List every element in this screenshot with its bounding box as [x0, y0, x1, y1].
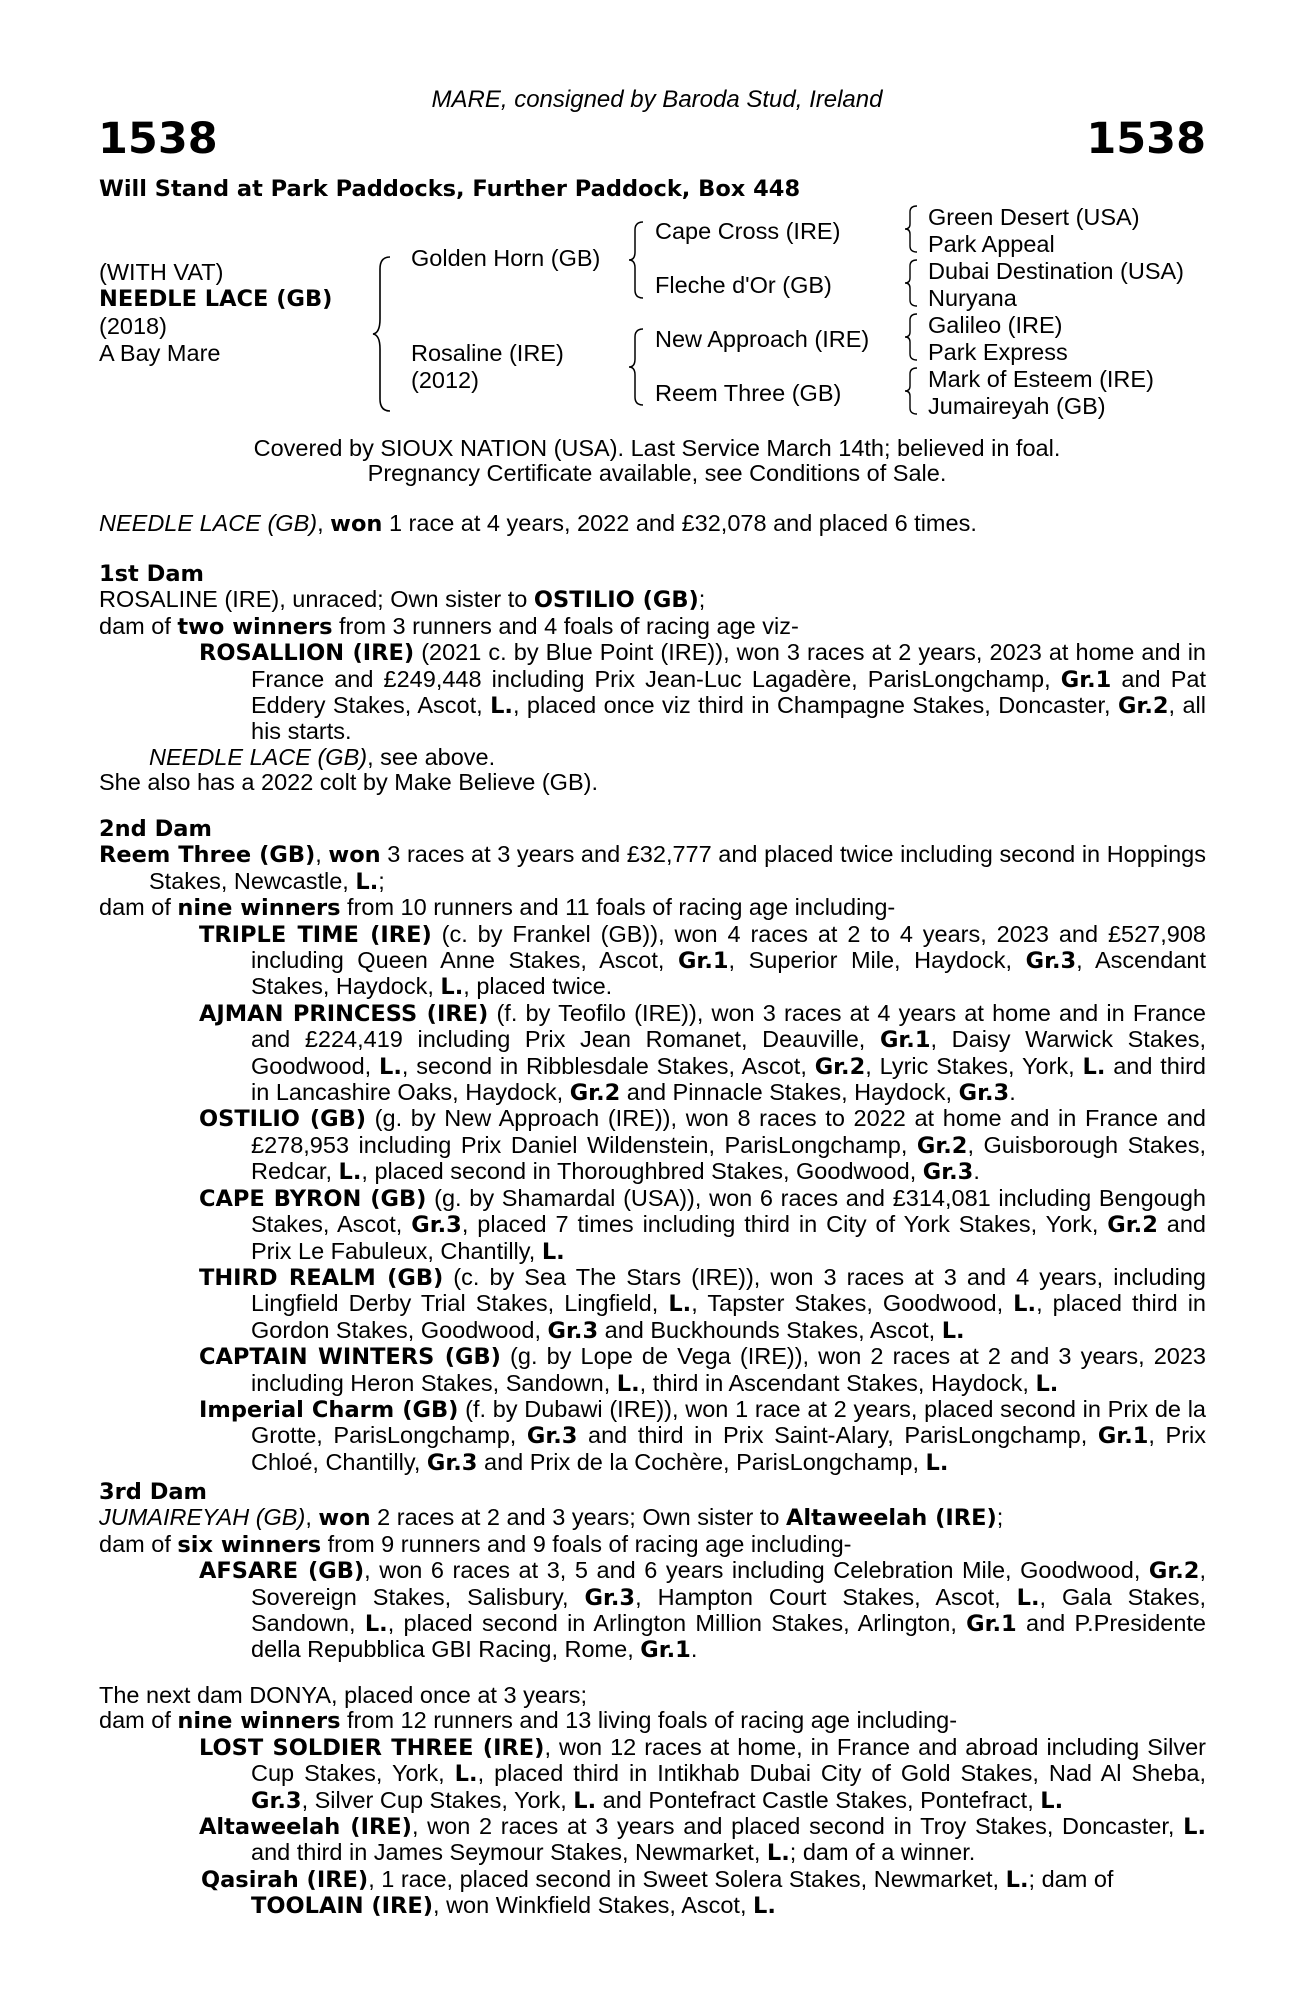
- race-summary: [99, 511, 1206, 537]
- next-dam-line-2: dam of nine winners from 12 runners and 13 living foals of racing age including-: [99, 1707, 958, 1735]
- brace-gg1: [904, 204, 920, 254]
- next-dam-produce-1: LOST SOLDIER THREE (IRE), won 12 races at home, in France and abroad including Silver Cup Stakes, York, L., placed third in Intikhab Dubai City of Gold Stakes, Nad Al Sheba, Gr.3, Silver Cup Stakes, York, L. and Pontefract Castle Stakes, Pontefract, L.: [199, 1733, 1206, 1814]
- second-dam-section: [99, 817, 1206, 1476]
- covering-note: [0, 436, 1314, 487]
- first-dam-produce-2: NEEDLE LACE (GB), see above.: [149, 743, 496, 770]
- great-grandparent-3: Dubai Destination (USA): [928, 258, 1184, 284]
- next-dam-produce-3: Qasirah (IRE), 1 race, placed second in Sweet Solera Stakes, Newmarket, L.; dam of: [201, 1865, 1114, 1893]
- granddam-1: Fleche d'Or (GB): [655, 272, 832, 298]
- grandsire-2: New Approach (IRE): [655, 326, 870, 352]
- dam-year: (2012): [411, 367, 479, 393]
- lot-number-left: 1538: [98, 114, 218, 164]
- first-dam-line-3: She also has a 2022 colt by Make Believe (GB).: [99, 769, 598, 796]
- consignor-line: MARE, consigned by Baroda Stud, Ireland: [431, 86, 883, 113]
- great-grandparent-7: Mark of Esteem (IRE): [928, 366, 1154, 392]
- first-dam-heading: 1st Dam: [99, 561, 204, 587]
- great-grandparent-1: Green Desert (USA): [928, 204, 1140, 230]
- second-dam-produce-3: OSTILIO (GB) (g. by New Approach (IRE)), won 8 races to 2022 at home and in France and £278,953 including Prix Daniel Wildenstein, ParisLongchamp, Gr.2, Guisborough Stakes, Redcar, L., placed second in Thoroughbred Stakes, Goodwood, Gr.3.: [199, 1105, 1206, 1186]
- next-dam-produce-2: Altaweelah (IRE), won 2 races at 3 years and placed second in Troy Stakes, Doncaster, L. and third in James Seymour Stakes, Newmarket, L.; dam of a winner.: [199, 1813, 1206, 1867]
- location-line: Will Stand at Park Paddocks, Further Paddock, Box 448: [99, 176, 801, 202]
- first-dam-line-2: dam of two winners from 3 runners and 4 foals of racing age viz-: [99, 612, 799, 640]
- third-dam-produce-1: AFSARE (GB), won 6 races at 3, 5 and 6 years including Celebration Mile, Goodwood, Gr.2, Sovereign Stakes, Salisbury, Gr.3, Hampton Court Stakes, Ascot, L., Gala Stakes, Sandown, L., placed second in Arlington Million Stakes, Arlington, Gr.1 and P.Presidente della Repubblica GBI Racing, Rome, Gr.1.: [199, 1557, 1206, 1664]
- second-dam-produce-7: Imperial Charm (GB) (f. by Dubawi (IRE)), won 1 race at 2 years, placed second in Prix de la Grotte, ParisLongchamp, Gr.3 and third in Prix Saint-Alary, ParisLongchamp, Gr.1, Prix Chloé, Chantilly, Gr.3 and Prix de la Cochère, ParisLongchamp, L.: [199, 1395, 1206, 1476]
- summary-sep: ,: [317, 510, 331, 536]
- second-dam-heading: 2nd Dam: [99, 816, 212, 842]
- vat-note: (WITH VAT): [99, 259, 224, 285]
- great-grandparent-4: Nuryana: [928, 285, 1017, 311]
- second-dam-produce-2: AJMAN PRINCESS (IRE) (f. by Teofilo (IRE)), won 3 races at 4 years at home and in France and £224,419 including Prix Jean Romanet, Deauville, Gr.1, Daisy Warwick Stakes, Goodwood, L., second in Ribblesdale Stakes, Ascot, Gr.2, Lyric Stakes, York, L. and third in Lancashire Oaks, Haydock, Gr.2 and Pinnacle Stakes, Haydock, Gr.3.: [199, 999, 1206, 1107]
- brace-gg4: [904, 366, 920, 416]
- summary-name: NEEDLE LACE (GB): [99, 510, 318, 536]
- second-dam-line-1: Reem Three (GB), won 3 races at 3 years and £32,777 and placed twice including second in Hoppings Stakes, Newcastle, L.;: [99, 841, 1206, 895]
- brace-main: [372, 255, 394, 413]
- granddam-2: Reem Three (GB): [655, 380, 842, 406]
- next-dam-line-1: The next dam DONYA, placed once at 3 years;: [99, 1682, 588, 1708]
- brace-gg3: [904, 312, 920, 362]
- summary-rest: 1 race at 4 years, 2022 and £32,078 and placed 6 times.: [382, 510, 977, 536]
- brace-sire: [628, 220, 646, 300]
- horse-name: NEEDLE LACE (GB): [99, 286, 333, 312]
- third-dam-line-2: dam of six winners from 9 runners and 9 foals of racing age including-: [99, 1530, 852, 1558]
- dam: Rosaline (IRE): [411, 340, 564, 366]
- lot-number-right: 1538: [1086, 114, 1206, 164]
- third-dam-heading: 3rd Dam: [99, 1479, 207, 1505]
- great-grandparent-2: Park Appeal: [928, 231, 1055, 257]
- horse-year: (2018): [99, 313, 167, 339]
- second-dam-produce-1: TRIPLE TIME (IRE) (c. by Frankel (GB)), won 4 races at 2 to 4 years, 2023 and £527,908 including Queen Anne Stakes, Ascot, Gr.1, Superior Mile, Haydock, Gr.3, Ascendant Stakes, Haydock, L., placed twice.: [199, 920, 1206, 1001]
- third-dam-section: [99, 1480, 1206, 1664]
- next-dam-section: [99, 1683, 1206, 1920]
- first-dam-section: [99, 562, 1206, 796]
- sire: Golden Horn (GB): [411, 245, 601, 271]
- great-grandparent-6: Park Express: [928, 339, 1068, 365]
- second-dam-produce-4: CAPE BYRON (GB) (g. by Shamardal (USA)), won 6 races and £314,081 including Bengough Stakes, Ascot, Gr.3, placed 7 times including third in City of York Stakes, York, Gr.2 and Prix Le Fabuleux, Chantilly, L.: [199, 1184, 1207, 1265]
- summary-won: won: [330, 511, 383, 537]
- second-dam-line-2: dam of nine winners from 10 runners and 11 foals of racing age including-: [99, 894, 896, 922]
- horse-description: A Bay Mare: [99, 340, 221, 366]
- second-dam-produce-5: THIRD REALM (GB) (c. by Sea The Stars (IRE)), won 3 races at 3 and 4 years, including Lingfield Derby Trial Stakes, Lingfield, L., Tapster Stakes, Goodwood, L., placed third in Gordon Stakes, Goodwood, Gr.3 and Buckhounds Stakes, Ascot, L.: [199, 1263, 1206, 1344]
- second-dam-produce-6: CAPTAIN WINTERS (GB) (g. by Lope de Vega (IRE)), won 2 races at 2 and 3 years, 2023 including Heron Stakes, Sandown, L., third in Ascendant Stakes, Haydock, L.: [199, 1343, 1206, 1397]
- brace-gg2: [904, 258, 920, 308]
- great-grandparent-8: Jumaireyah (GB): [928, 393, 1106, 419]
- covering-line-1: Covered by SIOUX NATION (USA). Last Service March 14th; believed in foal.: [253, 435, 1061, 461]
- brace-dam: [628, 327, 646, 407]
- next-dam-produce-4: TOOLAIN (IRE), won Winkfield Stakes, Ascot, L.: [251, 1892, 776, 1920]
- great-grandparent-5: Galileo (IRE): [928, 312, 1063, 338]
- third-dam-line-1: JUMAIREYAH (GB), won 2 races at 2 and 3 years; Own sister to Altaweelah (IRE);: [99, 1504, 1004, 1532]
- covering-line-2: Pregnancy Certificate available, see Conditions of Sale.: [367, 460, 947, 487]
- grandsire-1: Cape Cross (IRE): [655, 218, 841, 244]
- first-dam-line-1: ROSALINE (IRE), unraced; Own sister to OSTILIO (GB);: [99, 586, 706, 614]
- first-dam-produce-1: ROSALLION (IRE) (2021 c. by Blue Point (IRE)), won 3 races at 2 years, 2023 at home and in France and £249,448 including Prix Jean-Luc Lagadère, ParisLongchamp, Gr.1 and Pat Eddery Stakes, Ascot, L., placed once viz third in Champagne Stakes, Doncaster, Gr.2, all his starts.: [199, 639, 1206, 745]
